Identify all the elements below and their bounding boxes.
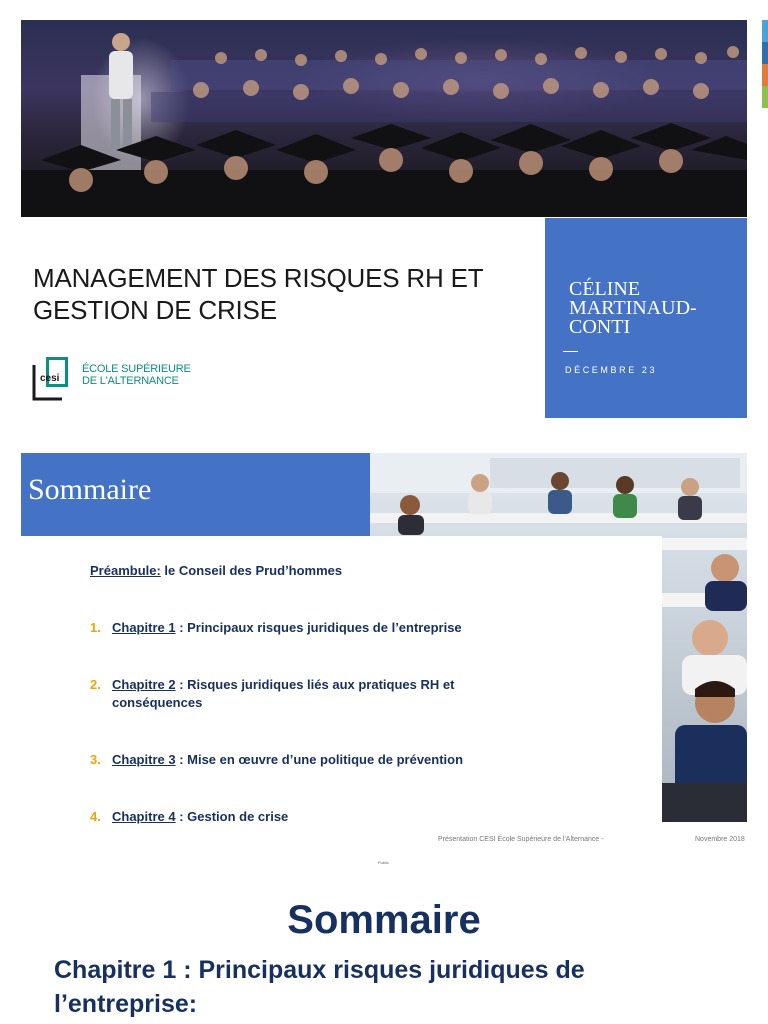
slide2-footer-date: Novembre 2018 — [695, 836, 745, 843]
toc-number: 2. — [90, 677, 101, 692]
toc-body — [112, 676, 522, 712]
decorative-color-stripes — [762, 20, 768, 110]
stripe-blue-light — [762, 20, 768, 42]
slide2-title-bar — [21, 453, 370, 536]
slide2-title: Sommaire — [28, 473, 152, 506]
toc-body — [112, 751, 542, 769]
toc-number: 4. — [90, 809, 101, 824]
toc-chapter-1-text: : Principaux risques juridiques de l’entreprise — [175, 620, 462, 635]
toc-preamble-link[interactable]: Préambule: — [90, 563, 161, 578]
toc-preamble — [90, 562, 550, 580]
toc-chapter-1-link[interactable]: Chapitre 1 — [112, 620, 176, 635]
toc-body — [112, 619, 542, 637]
slide1-title-line2: GESTION DE CRISE — [33, 295, 277, 325]
cesi-wordmark: cesi — [40, 373, 60, 384]
toc-preamble-text: le Conseil des Prud’hommes — [160, 563, 343, 578]
author-name-line3: CONTI — [569, 316, 631, 338]
toc-body — [112, 808, 542, 826]
slide1-title-block — [33, 262, 533, 326]
stripe-orange — [762, 64, 768, 86]
audience-illustration — [21, 20, 747, 217]
author-name-line2: MARTINAUD- — [569, 297, 697, 319]
presentation-date: DÉCEMBRE 23 — [565, 365, 658, 375]
slide3-title: Sommaire — [287, 898, 481, 942]
cesi-school-line1: ÉCOLE SUPÉRIEURE — [82, 363, 191, 375]
toc-number: 3. — [90, 752, 101, 767]
author-panel — [545, 218, 747, 418]
toc-chapter-4-link[interactable]: Chapitre 4 — [112, 809, 176, 824]
author-divider — [563, 351, 578, 352]
slide1-title-line1: MANAGEMENT DES RISQUES RH ET — [33, 263, 484, 293]
slide2-footer-presentation: Présentation CESI École Supérieure de l'Alternance - — [438, 836, 604, 843]
stripe-blue — [762, 42, 768, 64]
toc-chapter-3-text: : Mise en œuvre d’une politique de prévention — [175, 752, 464, 767]
slide3-subtitle — [54, 953, 674, 1021]
toc-chapter-2-text: : Risques juridiques liés aux pratiques RH et conséquences — [112, 677, 455, 710]
stripe-green — [762, 86, 768, 108]
toc-chapter-2-link[interactable]: Chapitre 2 — [112, 677, 176, 692]
cesi-school-name — [82, 363, 191, 387]
cesi-school-line2: DE L'ALTERNANCE — [82, 375, 179, 387]
toc-number: 1. — [90, 620, 101, 635]
toc-chapter-4-text: : Gestion de crise — [175, 809, 289, 824]
toc-chapter-3-link[interactable]: Chapitre 3 — [112, 752, 176, 767]
author-name-line1: CÉLINE — [569, 278, 641, 300]
public-classification-label: Public — [378, 860, 389, 865]
cesi-logo — [32, 357, 202, 403]
slide3-subtitle-line2: l’entreprise: — [54, 990, 198, 1018]
slide3-subtitle-line1: Chapitre 1 : Principaux risques juridiques de — [54, 956, 585, 984]
hero-conference-photo — [21, 20, 747, 217]
author-name — [569, 280, 739, 337]
